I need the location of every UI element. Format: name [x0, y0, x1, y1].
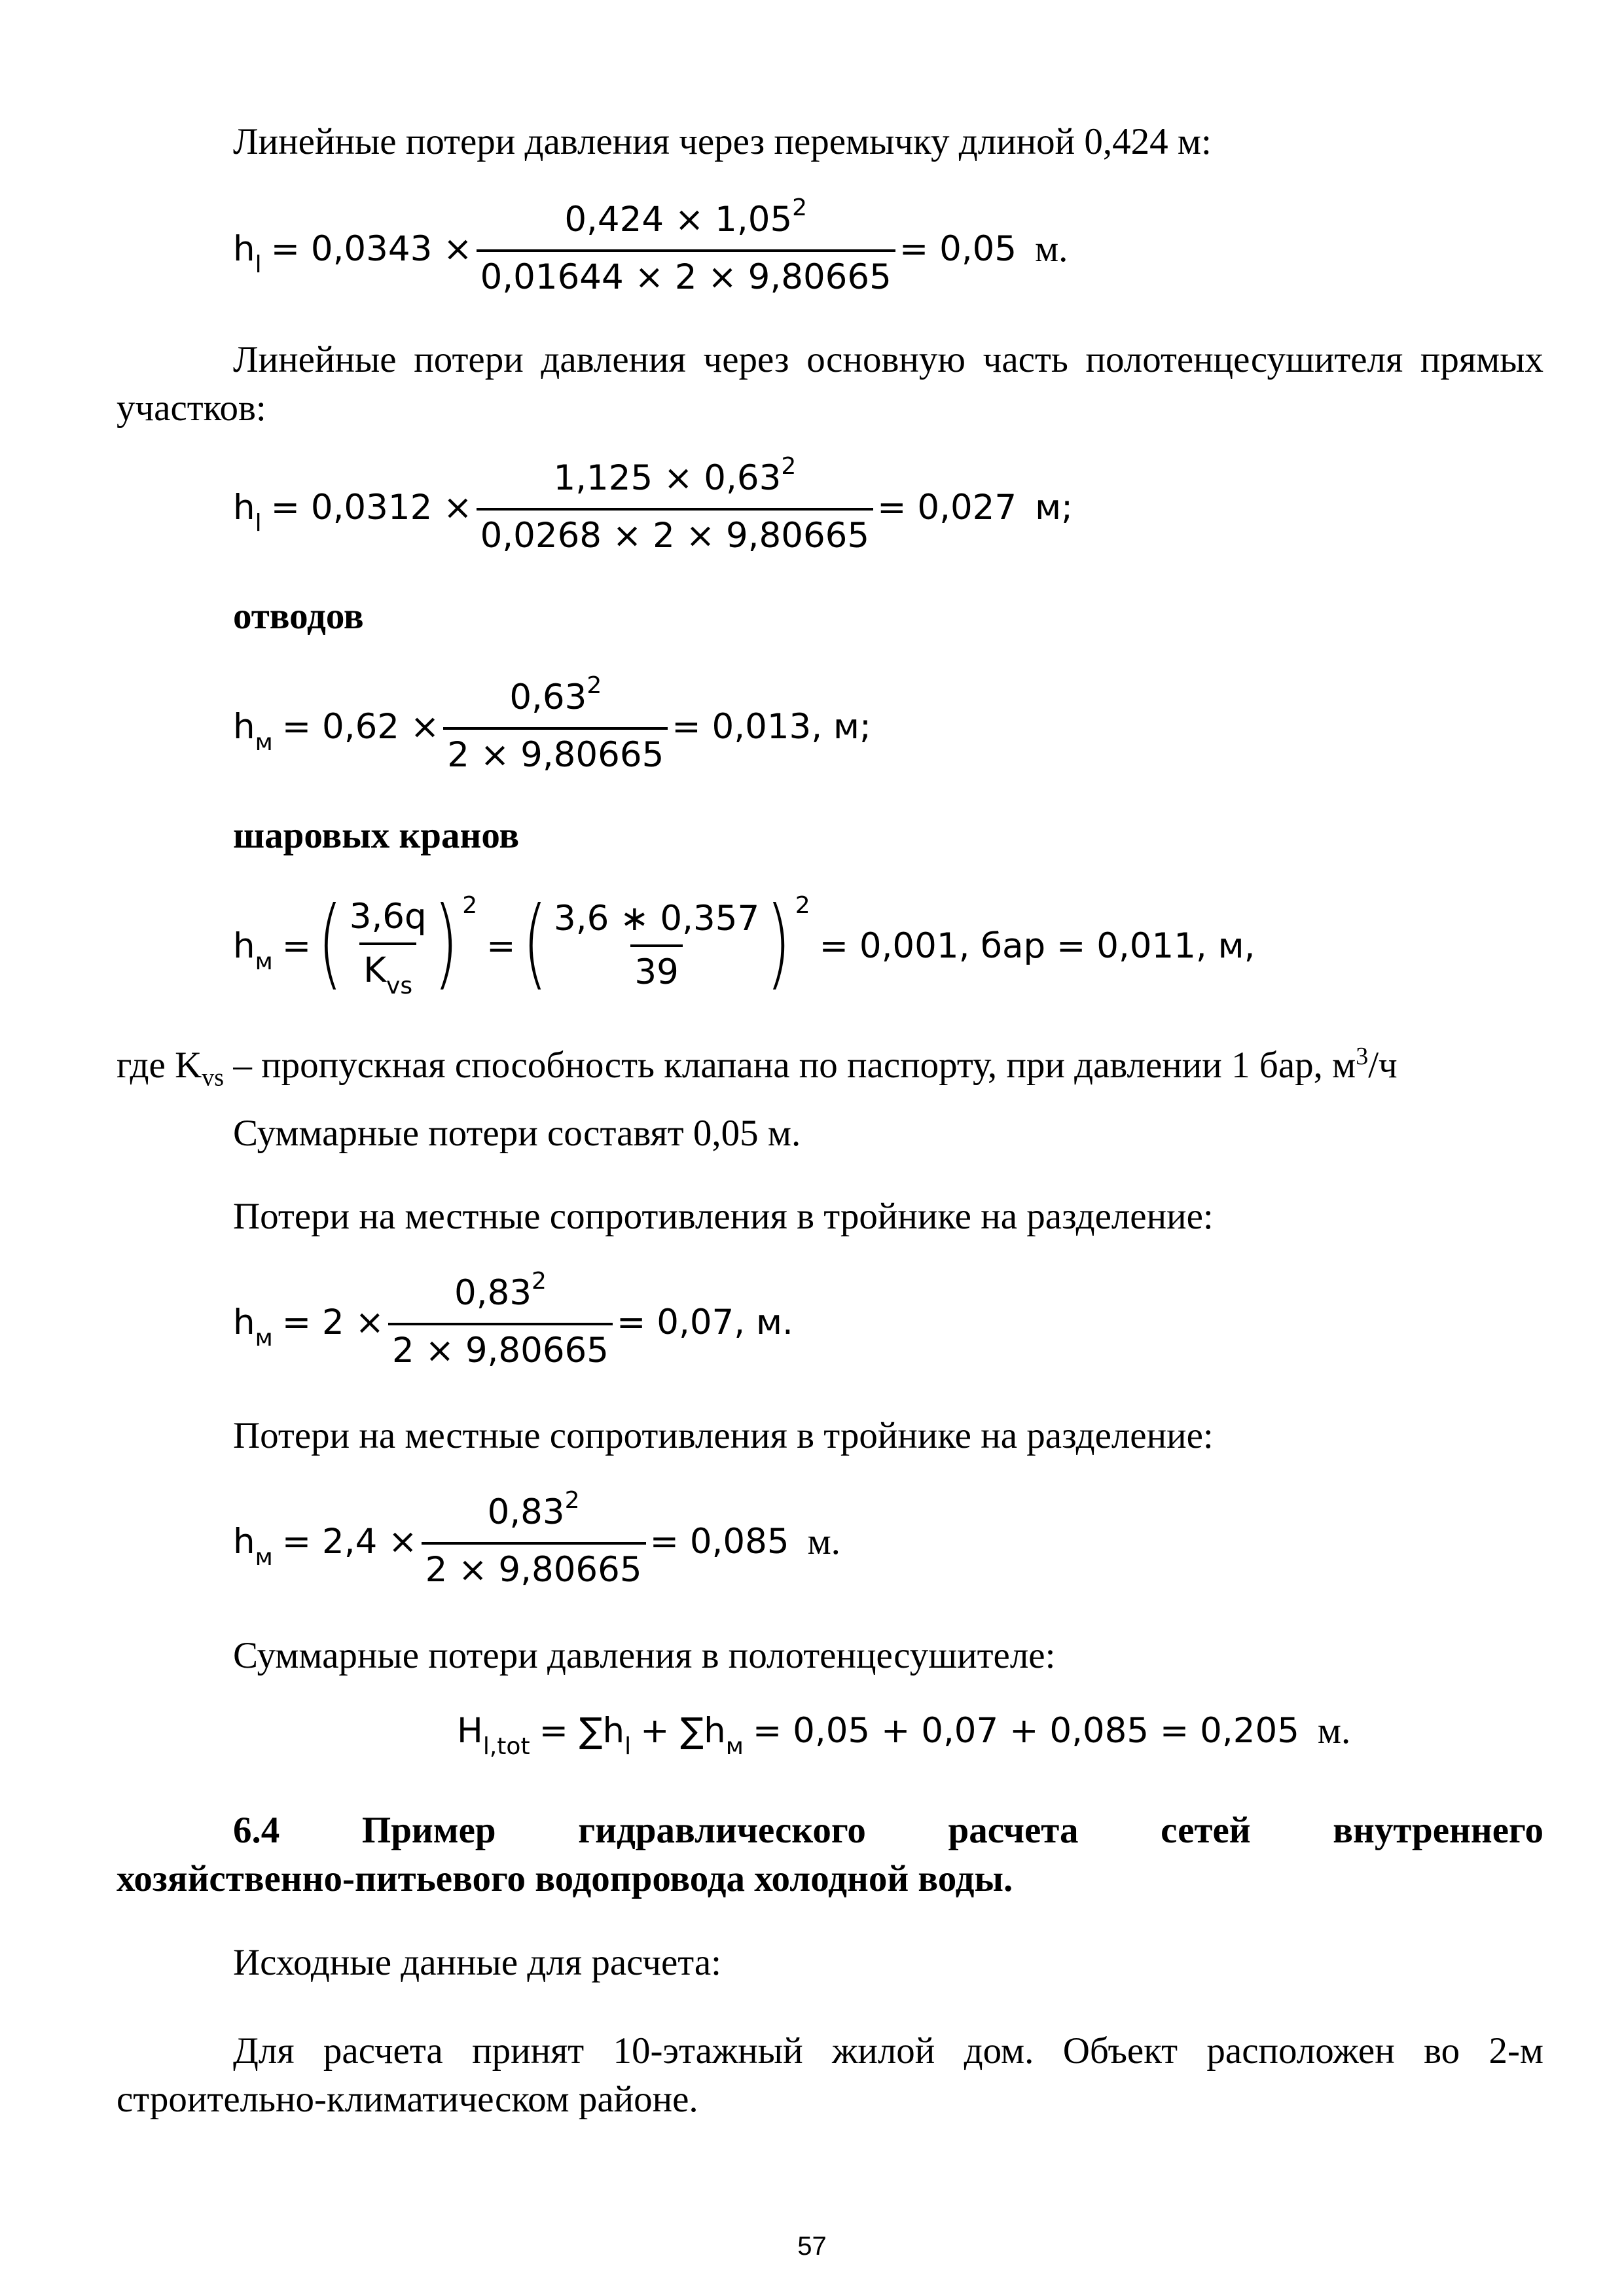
- eq2-rhs: = 0,027: [877, 487, 1017, 528]
- eq5-lhs: $h_м$: [233, 1302, 273, 1352]
- eq5-rhs: = 0,07, м.: [617, 1302, 793, 1342]
- equation-linear-loss-main: [233, 453, 1073, 556]
- equation-tee-loss-1: [233, 1268, 793, 1371]
- paragraph-linear-losses-bridge: Линейные потери давления через перемычку длиной 0,424 м:: [233, 121, 1212, 162]
- eq3-lhs: $h_м$: [233, 706, 273, 756]
- paragraph-tee-losses-1: Потери на местные сопротивления в тройнике на разделение:: [233, 1196, 1214, 1237]
- eq4-fraction-1: $\frac{3,6q}{K_{vs}}$: [349, 897, 427, 999]
- eq6-fraction: $\frac{0,83^2}{2 \times 9,80665}$: [422, 1492, 646, 1590]
- eq1-rhs: = 0,05: [899, 228, 1017, 269]
- eq1-coef: = 0,0343 ×: [270, 228, 473, 269]
- eq6-coef: = 2,4 ×: [281, 1521, 418, 1562]
- paragraph-tee-losses-2: Потери на местные сопротивления в тройнике на разделение:: [233, 1415, 1214, 1456]
- subheading-ball-valves: шаровых кранов: [233, 815, 520, 856]
- eq2-unit: м;: [1035, 487, 1073, 528]
- eq4-equals-2: =: [486, 925, 516, 966]
- eq4-right-paren: ): [433, 886, 458, 1000]
- eq7-part1: = $\sum h_l$: [539, 1711, 632, 1760]
- eq5-fraction: $\frac{0,83^2}{2 \times 9,80665}$: [388, 1273, 613, 1371]
- equation-tee-loss-2: [233, 1487, 840, 1590]
- eq2-coef: = 0,0312 ×: [270, 487, 473, 528]
- eq2-lhs: $h_l$: [233, 487, 262, 537]
- eq4-lhs: $h_м$: [233, 925, 273, 975]
- paragraph-building-description: Для расчета принят 10-этажный жилой дом. Объект расположен во 2-м строительно-климатическом районе.: [117, 2030, 1543, 2120]
- section-heading-line-1: 6.4 Пример гидравлического расчета сетей внутреннего: [233, 1810, 1543, 1851]
- eq6-unit: м.: [807, 1520, 840, 1562]
- equation-bends-loss: [233, 672, 871, 776]
- eq7-rhs: = 0,05 + 0,07 + 0,085 = 0,205: [752, 1711, 1299, 1751]
- eq7-unit: м.: [1317, 1710, 1351, 1751]
- eq1-fraction: $\frac{0,424 \times 1,05^2}{0,01644 \times 2 \times 9,80665}$: [477, 200, 895, 298]
- eq3-fraction: $\frac{0,63^2}{2 \times 9,80665}$: [443, 677, 668, 776]
- eq4-left-paren: (: [317, 886, 343, 1000]
- equation-linear-loss-bridge: [233, 194, 1068, 298]
- eq3-coef: = 0,62 ×: [281, 706, 440, 747]
- eq4-fraction-2: $\frac{3,6 ∗ 0,357}{39}$: [554, 899, 760, 992]
- eq4-left-paren-2: (: [522, 886, 547, 1000]
- eq4-exponent-1: 2: [462, 891, 478, 919]
- section-heading-6-4: [117, 1806, 1543, 1903]
- paragraph-total-losses: Суммарные потери составят 0,05 м.: [233, 1113, 801, 1154]
- page-number: 57: [797, 2232, 827, 2261]
- eq7-part2: + $\sum h_м$: [640, 1711, 744, 1760]
- paragraph-input-data: Исходные данные для расчета:: [233, 1942, 721, 1983]
- eq4-rhs: = 0,001, бар = 0,011, м,: [819, 925, 1255, 966]
- paragraph-total-pressure-losses: Суммарные потери давления в полотенцесушителе:: [233, 1635, 1056, 1676]
- eq4-equals: =: [281, 925, 312, 966]
- paragraph-linear-losses-main: Линейные потери давления через основную часть полотенцесушителя прямых участков:: [117, 339, 1543, 429]
- eq1-unit: м.: [1035, 228, 1068, 270]
- eq4-right-paren-2: ): [766, 886, 791, 1000]
- eq6-lhs: $h_м$: [233, 1521, 273, 1571]
- eq1-lhs: $h_l$: [233, 228, 262, 278]
- eq3-rhs: = 0,013, м;: [672, 706, 871, 747]
- paragraph-kvs-definition: где $K_{vs}$ – пропускная способность клапана по паспорту, при давлении 1 бар, $м^3/ч$: [117, 1043, 1398, 1092]
- equation-ball-valve-loss: [233, 886, 1255, 1000]
- eq5-coef: = 2 ×: [281, 1302, 384, 1342]
- eq2-fraction: $\frac{1,125 \times 0,63^2}{0,0268 \times 2 \times 9,80665}$: [477, 458, 874, 556]
- equation-total-loss: [457, 1710, 1351, 1760]
- eq6-rhs: = 0,085: [649, 1521, 789, 1562]
- eq7-lhs: $H_{l,tot}$: [457, 1711, 530, 1760]
- section-heading-line-2: хозяйственно-питьевого водопровода холодной воды.: [117, 1858, 1013, 1899]
- subheading-bends: отводов: [233, 596, 364, 637]
- eq4-exponent-2: 2: [795, 891, 810, 919]
